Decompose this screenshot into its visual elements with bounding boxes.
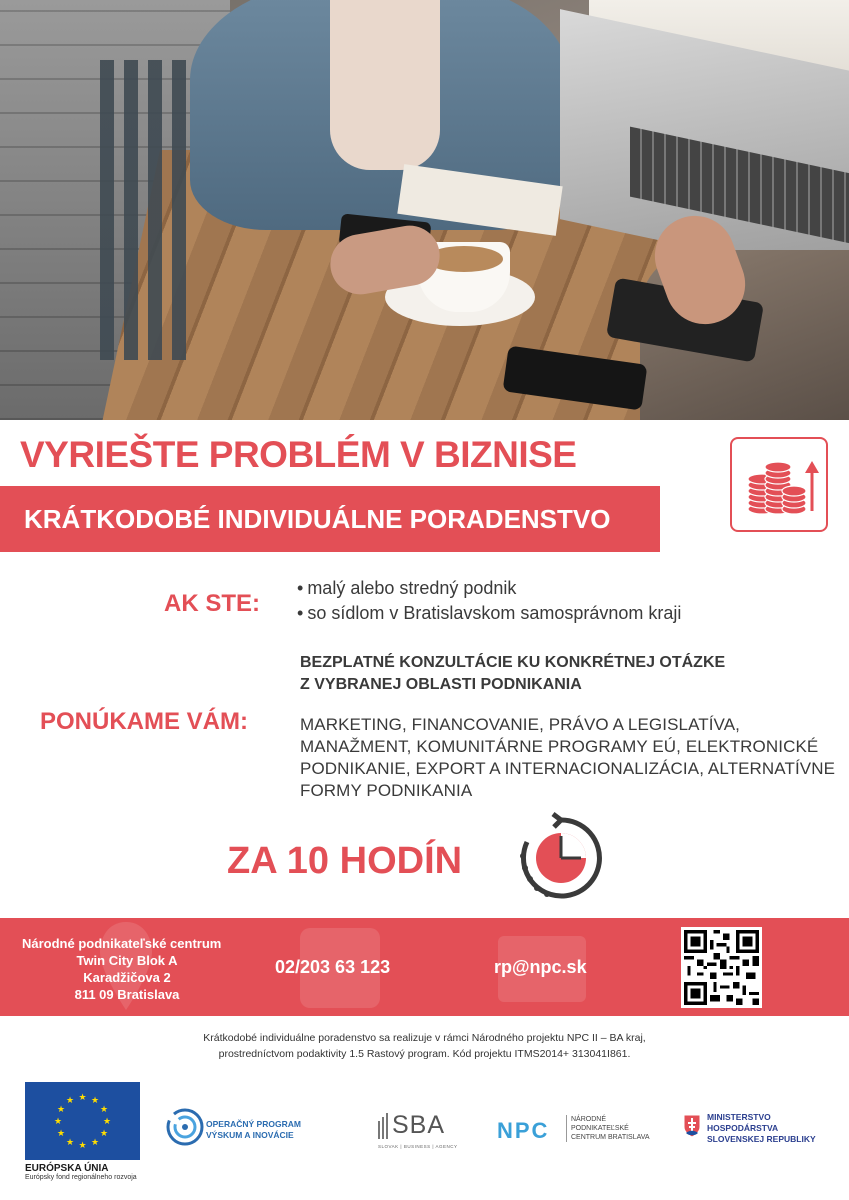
svg-text:★: ★ <box>78 1141 87 1151</box>
address-line: Twin City Blok A <box>76 953 178 968</box>
slovak-emblem-icon <box>683 1114 701 1138</box>
ministry-logo-text: MINISTERSTVO HOSPODÁRSTVA SLOVENSKEJ REPUBLIKY <box>707 1112 816 1144</box>
org-name: Národné podnikateľské centrum <box>22 936 222 951</box>
coins-growth-icon <box>730 437 828 532</box>
eu-fund-name: Európsky fond regionálneho rozvoja <box>25 1174 137 1181</box>
free-consultation-text: BEZPLATNÉ KONZULTÁCIE KU KONKRÉTNEJ OTÁZKE Z VYBRANEJ OBLASTI PODNIKANIA <box>300 654 726 693</box>
svg-text:★: ★ <box>65 1138 75 1148</box>
headline: VYRIEŠTE PROBLÉM V BIZNISE <box>20 434 577 475</box>
svg-text:★: ★ <box>53 1117 63 1127</box>
op-logo-text: OPERAČNÝ PROGRAM VÝSKUM A INOVÁCIE <box>206 1119 301 1140</box>
npc-logo-text: NPC <box>497 1118 550 1143</box>
svg-text:★: ★ <box>99 1105 109 1115</box>
phone-number[interactable]: 02/203 63 123 <box>275 957 391 977</box>
qr-code[interactable] <box>681 927 762 1008</box>
svg-text:★: ★ <box>56 1129 66 1139</box>
email-link[interactable]: rp@npc.sk <box>494 957 587 977</box>
eu-flag-logo <box>25 1082 140 1160</box>
address-line: Karadžičova 2 <box>83 970 171 985</box>
svg-text:★: ★ <box>102 1117 112 1127</box>
svg-text:★: ★ <box>65 1096 75 1106</box>
offer-areas: MARKETING, FINANCOVANIE, PRÁVO A LEGISLATÍVA, MANAŽMENT, KOMUNITÁRNE PROGRAMY EÚ, ELEKTRONICKÉ PODNIKANIE, EXPORT A INTERNACIONALIZÁCIA, ALTERNATÍVNE FORMY PODNIKANIA <box>300 715 836 800</box>
eligibility-list <box>297 576 681 626</box>
subheadline: KRÁTKODOBÉ INDIVIDUÁLNE PORADENSTVO <box>24 504 611 534</box>
eligibility-label: AK STE: <box>164 590 260 617</box>
npc-logo-subtext: NÁRODNÉ PODNIKATEĽSKÉ CENTRUM BRATISLAVA <box>566 1115 650 1142</box>
hero-photo <box>0 0 849 420</box>
svg-text:★: ★ <box>99 1129 109 1139</box>
sba-logo-subtext: SLOVAK | BUSINESS | AGENCY <box>378 1144 458 1149</box>
svg-text:★: ★ <box>90 1138 100 1148</box>
address-line: 811 09 Bratislava <box>74 987 180 1002</box>
list-item: • so sídlom v Bratislavskom samosprávnom kraji <box>297 601 681 626</box>
svg-text:★: ★ <box>78 1093 87 1103</box>
sba-logo-text: SBA <box>392 1111 446 1139</box>
address-block <box>22 935 232 1003</box>
offer-label: PONÚKAME VÁM: <box>40 708 248 735</box>
svg-text:★: ★ <box>56 1105 66 1115</box>
list-item: • malý alebo stredný podnik <box>297 576 681 601</box>
duration-text: ZA 10 HODÍN <box>227 840 463 882</box>
project-footnote: Krátkodobé individuálne poradenstvo sa realizuje v rámci Národného projektu NPC II – BA kraj, prostredníctvom podaktivity 1.5 Rastový program. Kód projektu ITMS2014+ 313041I861. <box>203 1032 646 1060</box>
eu-name: EURÓPSKA ÚNIA <box>25 1163 109 1174</box>
clock-icon <box>515 812 607 904</box>
svg-text:★: ★ <box>90 1096 100 1106</box>
